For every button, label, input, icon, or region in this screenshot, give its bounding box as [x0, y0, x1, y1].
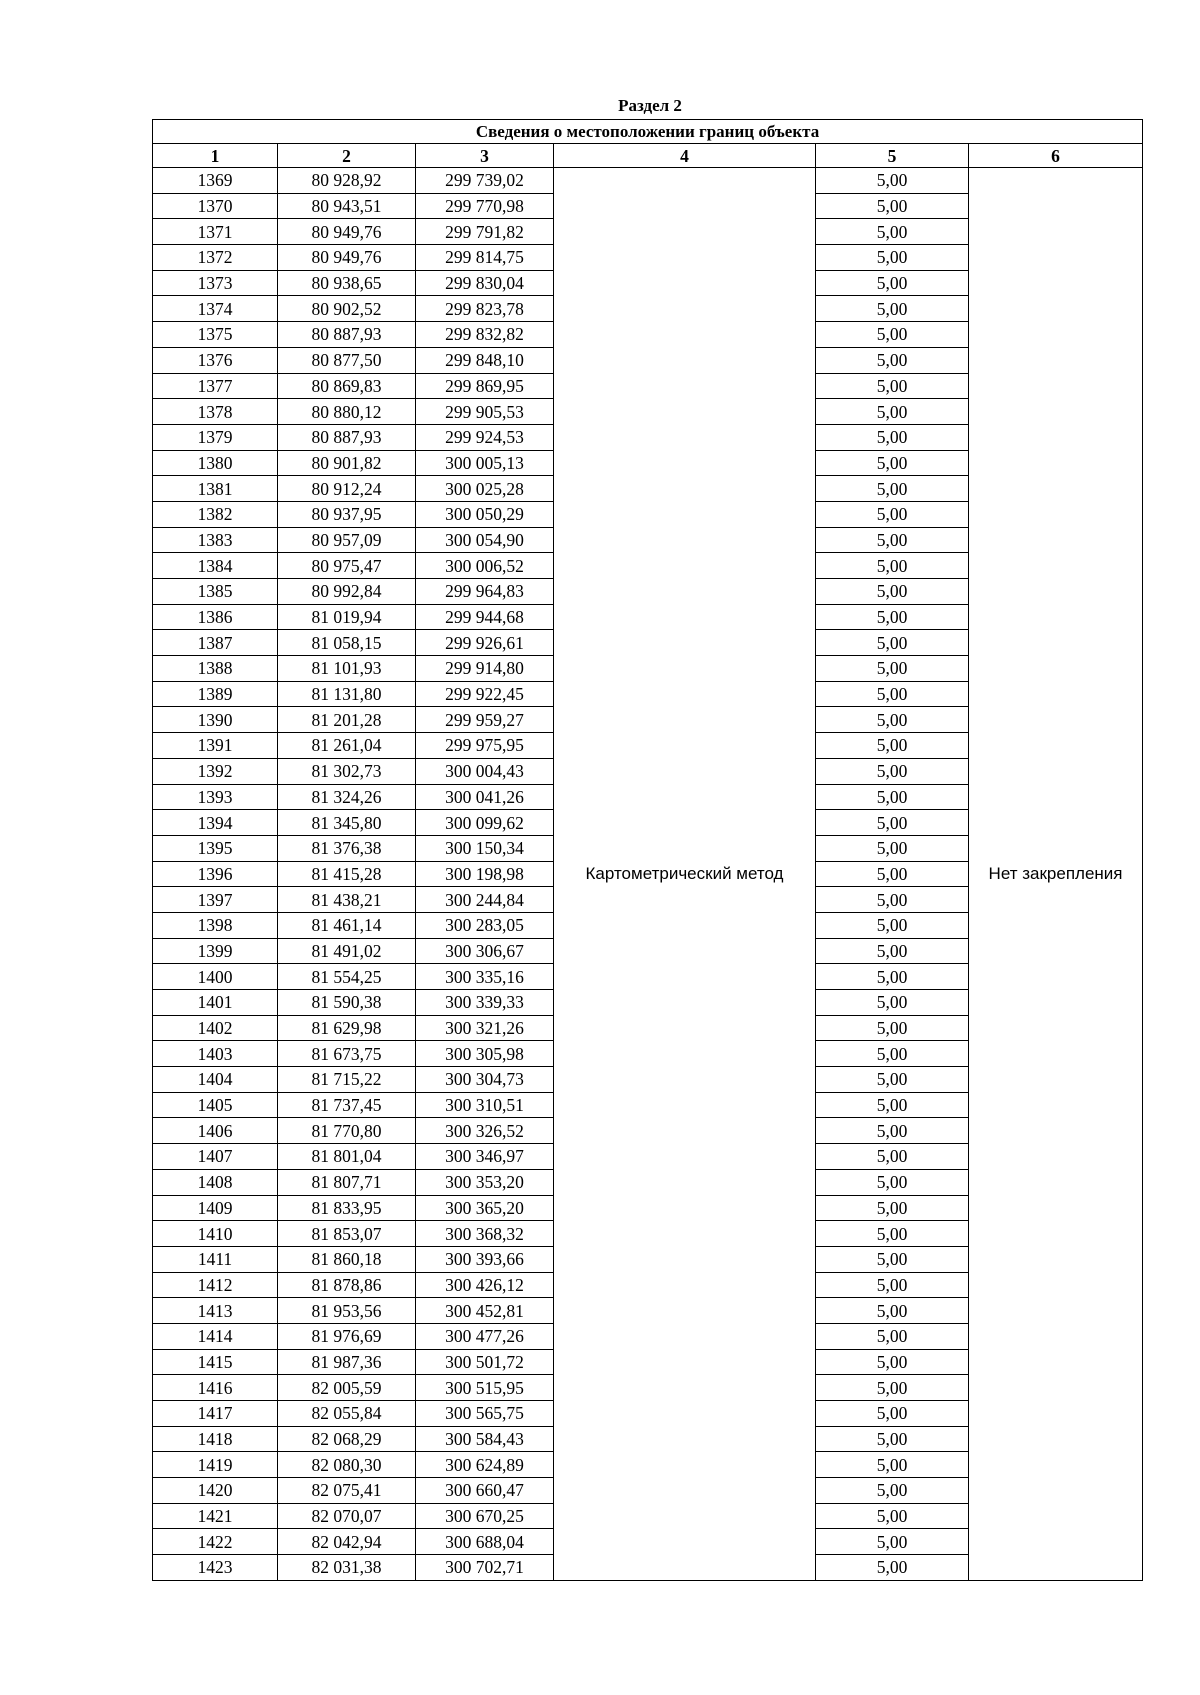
x-coordinate-cell: 80 957,09 — [278, 527, 416, 553]
column-header-row — [153, 144, 1143, 168]
y-coordinate-cell: 300 452,81 — [416, 1298, 554, 1324]
y-coordinate-cell: 299 922,45 — [416, 681, 554, 707]
x-coordinate-cell: 82 080,30 — [278, 1452, 416, 1478]
x-coordinate-cell: 82 005,59 — [278, 1375, 416, 1401]
y-coordinate-cell: 300 321,26 — [416, 1015, 554, 1041]
point-number-cell: 1402 — [153, 1015, 278, 1041]
x-coordinate-cell: 81 976,69 — [278, 1323, 416, 1349]
y-coordinate-cell: 300 025,28 — [416, 476, 554, 502]
accuracy-cell: 5,00 — [816, 1144, 969, 1170]
accuracy-cell: 5,00 — [816, 399, 969, 425]
y-coordinate-cell: 300 150,34 — [416, 835, 554, 861]
x-coordinate-cell: 80 975,47 — [278, 553, 416, 579]
point-number-cell: 1375 — [153, 322, 278, 348]
point-number-cell: 1384 — [153, 553, 278, 579]
y-coordinate-cell: 300 244,84 — [416, 887, 554, 913]
point-number-cell: 1370 — [153, 193, 278, 219]
point-number-cell: 1401 — [153, 990, 278, 1016]
point-number-cell: 1381 — [153, 476, 278, 502]
accuracy-cell: 5,00 — [816, 1015, 969, 1041]
y-coordinate-cell: 300 339,33 — [416, 990, 554, 1016]
x-coordinate-cell: 81 131,80 — [278, 681, 416, 707]
point-number-cell: 1416 — [153, 1375, 278, 1401]
column-header-1: 1 — [153, 144, 278, 168]
point-number-cell: 1372 — [153, 245, 278, 271]
accuracy-cell: 5,00 — [816, 707, 969, 733]
point-number-cell: 1378 — [153, 399, 278, 425]
point-number-cell: 1406 — [153, 1118, 278, 1144]
accuracy-cell: 5,00 — [816, 1478, 969, 1504]
point-number-cell: 1397 — [153, 887, 278, 913]
x-coordinate-cell: 80 992,84 — [278, 579, 416, 605]
y-coordinate-cell: 299 823,78 — [416, 296, 554, 322]
point-number-cell: 1407 — [153, 1144, 278, 1170]
point-number-cell: 1388 — [153, 656, 278, 682]
x-coordinate-cell: 81 201,28 — [278, 707, 416, 733]
x-coordinate-cell: 82 068,29 — [278, 1426, 416, 1452]
y-coordinate-cell: 299 964,83 — [416, 579, 554, 605]
y-coordinate-cell: 300 305,98 — [416, 1041, 554, 1067]
x-coordinate-cell: 81 261,04 — [278, 733, 416, 759]
point-number-cell: 1391 — [153, 733, 278, 759]
y-coordinate-cell: 300 688,04 — [416, 1529, 554, 1555]
x-coordinate-cell: 81 878,86 — [278, 1272, 416, 1298]
y-coordinate-cell: 300 283,05 — [416, 912, 554, 938]
accuracy-cell: 5,00 — [816, 887, 969, 913]
point-number-cell: 1379 — [153, 424, 278, 450]
y-coordinate-cell: 300 054,90 — [416, 527, 554, 553]
y-coordinate-cell: 299 926,61 — [416, 630, 554, 656]
point-number-cell: 1396 — [153, 861, 278, 887]
point-number-cell: 1418 — [153, 1426, 278, 1452]
accuracy-cell: 5,00 — [816, 1323, 969, 1349]
boundary-table — [152, 119, 1143, 1581]
x-coordinate-cell: 81 590,38 — [278, 990, 416, 1016]
table-body — [153, 168, 1143, 1581]
x-coordinate-cell: 80 912,24 — [278, 476, 416, 502]
accuracy-cell: 5,00 — [816, 527, 969, 553]
accuracy-cell: 5,00 — [816, 835, 969, 861]
x-coordinate-cell: 80 949,76 — [278, 245, 416, 271]
x-coordinate-cell: 82 075,41 — [278, 1478, 416, 1504]
accuracy-cell: 5,00 — [816, 1529, 969, 1555]
accuracy-cell: 5,00 — [816, 1067, 969, 1093]
accuracy-cell: 5,00 — [816, 193, 969, 219]
point-number-cell: 1385 — [153, 579, 278, 605]
accuracy-cell: 5,00 — [816, 1349, 969, 1375]
y-coordinate-cell: 300 006,52 — [416, 553, 554, 579]
x-coordinate-cell: 82 055,84 — [278, 1401, 416, 1427]
y-coordinate-cell: 299 791,82 — [416, 219, 554, 245]
x-coordinate-cell: 81 715,22 — [278, 1067, 416, 1093]
accuracy-cell: 5,00 — [816, 1118, 969, 1144]
point-number-cell: 1393 — [153, 784, 278, 810]
point-number-cell: 1411 — [153, 1246, 278, 1272]
x-coordinate-cell: 81 860,18 — [278, 1246, 416, 1272]
table-row — [153, 168, 1143, 194]
y-coordinate-cell: 299 830,04 — [416, 270, 554, 296]
y-coordinate-cell: 300 004,43 — [416, 758, 554, 784]
y-coordinate-cell: 300 310,51 — [416, 1092, 554, 1118]
y-coordinate-cell: 299 848,10 — [416, 347, 554, 373]
y-coordinate-cell: 300 335,16 — [416, 964, 554, 990]
accuracy-cell: 5,00 — [816, 168, 969, 194]
point-number-cell: 1386 — [153, 604, 278, 630]
point-number-cell: 1413 — [153, 1298, 278, 1324]
y-coordinate-cell: 299 924,53 — [416, 424, 554, 450]
y-coordinate-cell: 300 304,73 — [416, 1067, 554, 1093]
y-coordinate-cell: 299 869,95 — [416, 373, 554, 399]
x-coordinate-cell: 80 887,93 — [278, 322, 416, 348]
point-number-cell: 1414 — [153, 1323, 278, 1349]
accuracy-cell: 5,00 — [816, 1221, 969, 1247]
y-coordinate-cell: 299 905,53 — [416, 399, 554, 425]
accuracy-cell: 5,00 — [816, 656, 969, 682]
fixation-cell: Нет закрепления — [969, 168, 1143, 1581]
accuracy-cell: 5,00 — [816, 758, 969, 784]
x-coordinate-cell: 81 438,21 — [278, 887, 416, 913]
x-coordinate-cell: 80 869,83 — [278, 373, 416, 399]
accuracy-cell: 5,00 — [816, 990, 969, 1016]
y-coordinate-cell: 300 660,47 — [416, 1478, 554, 1504]
accuracy-cell: 5,00 — [816, 604, 969, 630]
point-number-cell: 1400 — [153, 964, 278, 990]
y-coordinate-cell: 300 353,20 — [416, 1169, 554, 1195]
x-coordinate-cell: 80 902,52 — [278, 296, 416, 322]
point-number-cell: 1380 — [153, 450, 278, 476]
y-coordinate-cell: 300 584,43 — [416, 1426, 554, 1452]
y-coordinate-cell: 299 959,27 — [416, 707, 554, 733]
y-coordinate-cell: 300 624,89 — [416, 1452, 554, 1478]
point-number-cell: 1404 — [153, 1067, 278, 1093]
x-coordinate-cell: 81 953,56 — [278, 1298, 416, 1324]
accuracy-cell: 5,00 — [816, 373, 969, 399]
accuracy-cell: 5,00 — [816, 630, 969, 656]
x-coordinate-cell: 81 302,73 — [278, 758, 416, 784]
section-title: Раздел 2 — [618, 96, 682, 115]
column-header-5: 5 — [816, 144, 969, 168]
point-number-cell: 1369 — [153, 168, 278, 194]
accuracy-cell: 5,00 — [816, 1426, 969, 1452]
y-coordinate-cell: 299 832,82 — [416, 322, 554, 348]
x-coordinate-cell: 80 938,65 — [278, 270, 416, 296]
point-number-cell: 1408 — [153, 1169, 278, 1195]
y-coordinate-cell: 300 670,25 — [416, 1503, 554, 1529]
point-number-cell: 1395 — [153, 835, 278, 861]
point-number-cell: 1421 — [153, 1503, 278, 1529]
x-coordinate-cell: 80 887,93 — [278, 424, 416, 450]
y-coordinate-cell: 300 702,71 — [416, 1555, 554, 1581]
accuracy-cell: 5,00 — [816, 219, 969, 245]
point-number-cell: 1409 — [153, 1195, 278, 1221]
point-number-cell: 1415 — [153, 1349, 278, 1375]
accuracy-cell: 5,00 — [816, 1375, 969, 1401]
accuracy-cell: 5,00 — [816, 245, 969, 271]
x-coordinate-cell: 80 949,76 — [278, 219, 416, 245]
accuracy-cell: 5,00 — [816, 553, 969, 579]
accuracy-cell: 5,00 — [816, 681, 969, 707]
accuracy-cell: 5,00 — [816, 938, 969, 964]
column-header-6: 6 — [969, 144, 1143, 168]
point-number-cell: 1420 — [153, 1478, 278, 1504]
accuracy-cell: 5,00 — [816, 450, 969, 476]
accuracy-cell: 5,00 — [816, 1401, 969, 1427]
y-coordinate-cell: 299 914,80 — [416, 656, 554, 682]
x-coordinate-cell: 81 345,80 — [278, 810, 416, 836]
point-number-cell: 1423 — [153, 1555, 278, 1581]
accuracy-cell: 5,00 — [816, 1452, 969, 1478]
point-number-cell: 1405 — [153, 1092, 278, 1118]
x-coordinate-cell: 81 415,28 — [278, 861, 416, 887]
y-coordinate-cell: 300 365,20 — [416, 1195, 554, 1221]
point-number-cell: 1373 — [153, 270, 278, 296]
y-coordinate-cell: 300 368,32 — [416, 1221, 554, 1247]
x-coordinate-cell: 81 376,38 — [278, 835, 416, 861]
y-coordinate-cell: 300 565,75 — [416, 1401, 554, 1427]
y-coordinate-cell: 300 099,62 — [416, 810, 554, 836]
accuracy-cell: 5,00 — [816, 424, 969, 450]
point-number-cell: 1398 — [153, 912, 278, 938]
accuracy-cell: 5,00 — [816, 1092, 969, 1118]
column-header-2: 2 — [278, 144, 416, 168]
accuracy-cell: 5,00 — [816, 1195, 969, 1221]
accuracy-cell: 5,00 — [816, 733, 969, 759]
x-coordinate-cell: 81 461,14 — [278, 912, 416, 938]
accuracy-cell: 5,00 — [816, 322, 969, 348]
y-coordinate-cell: 299 814,75 — [416, 245, 554, 271]
point-number-cell: 1374 — [153, 296, 278, 322]
y-coordinate-cell: 299 770,98 — [416, 193, 554, 219]
y-coordinate-cell: 299 944,68 — [416, 604, 554, 630]
point-number-cell: 1422 — [153, 1529, 278, 1555]
x-coordinate-cell: 82 031,38 — [278, 1555, 416, 1581]
point-number-cell: 1392 — [153, 758, 278, 784]
point-number-cell: 1383 — [153, 527, 278, 553]
point-number-cell: 1412 — [153, 1272, 278, 1298]
y-coordinate-cell: 300 306,67 — [416, 938, 554, 964]
accuracy-cell: 5,00 — [816, 861, 969, 887]
y-coordinate-cell: 300 426,12 — [416, 1272, 554, 1298]
y-coordinate-cell: 300 346,97 — [416, 1144, 554, 1170]
accuracy-cell: 5,00 — [816, 1298, 969, 1324]
x-coordinate-cell: 80 877,50 — [278, 347, 416, 373]
accuracy-cell: 5,00 — [816, 296, 969, 322]
accuracy-cell: 5,00 — [816, 912, 969, 938]
x-coordinate-cell: 80 901,82 — [278, 450, 416, 476]
accuracy-cell: 5,00 — [816, 1169, 969, 1195]
point-number-cell: 1390 — [153, 707, 278, 733]
x-coordinate-cell: 81 673,75 — [278, 1041, 416, 1067]
y-coordinate-cell: 300 326,52 — [416, 1118, 554, 1144]
accuracy-cell: 5,00 — [816, 501, 969, 527]
x-coordinate-cell: 81 058,15 — [278, 630, 416, 656]
y-coordinate-cell: 299 739,02 — [416, 168, 554, 194]
accuracy-cell: 5,00 — [816, 579, 969, 605]
x-coordinate-cell: 81 629,98 — [278, 1015, 416, 1041]
x-coordinate-cell: 81 770,80 — [278, 1118, 416, 1144]
point-number-cell: 1376 — [153, 347, 278, 373]
x-coordinate-cell: 81 101,93 — [278, 656, 416, 682]
x-coordinate-cell: 81 019,94 — [278, 604, 416, 630]
x-coordinate-cell: 81 853,07 — [278, 1221, 416, 1247]
x-coordinate-cell: 81 554,25 — [278, 964, 416, 990]
y-coordinate-cell: 299 975,95 — [416, 733, 554, 759]
point-number-cell: 1394 — [153, 810, 278, 836]
x-coordinate-cell: 80 880,12 — [278, 399, 416, 425]
accuracy-cell: 5,00 — [816, 810, 969, 836]
y-coordinate-cell: 300 477,26 — [416, 1323, 554, 1349]
x-coordinate-cell: 81 491,02 — [278, 938, 416, 964]
y-coordinate-cell: 300 005,13 — [416, 450, 554, 476]
point-number-cell: 1377 — [153, 373, 278, 399]
x-coordinate-cell: 81 801,04 — [278, 1144, 416, 1170]
accuracy-cell: 5,00 — [816, 270, 969, 296]
point-number-cell: 1389 — [153, 681, 278, 707]
accuracy-cell: 5,00 — [816, 1041, 969, 1067]
y-coordinate-cell: 300 515,95 — [416, 1375, 554, 1401]
x-coordinate-cell: 82 042,94 — [278, 1529, 416, 1555]
point-number-cell: 1417 — [153, 1401, 278, 1427]
table-caption: Сведения о местоположении границ объекта — [153, 120, 1143, 144]
point-number-cell: 1371 — [153, 219, 278, 245]
accuracy-cell: 5,00 — [816, 347, 969, 373]
point-number-cell: 1419 — [153, 1452, 278, 1478]
y-coordinate-cell: 300 050,29 — [416, 501, 554, 527]
accuracy-cell: 5,00 — [816, 964, 969, 990]
x-coordinate-cell: 80 937,95 — [278, 501, 416, 527]
accuracy-cell: 5,00 — [816, 1503, 969, 1529]
point-number-cell: 1403 — [153, 1041, 278, 1067]
point-number-cell: 1399 — [153, 938, 278, 964]
x-coordinate-cell: 80 943,51 — [278, 193, 416, 219]
y-coordinate-cell: 300 393,66 — [416, 1246, 554, 1272]
y-coordinate-cell: 300 501,72 — [416, 1349, 554, 1375]
column-header-4: 4 — [554, 144, 816, 168]
x-coordinate-cell: 81 807,71 — [278, 1169, 416, 1195]
x-coordinate-cell: 81 324,26 — [278, 784, 416, 810]
point-number-cell: 1382 — [153, 501, 278, 527]
point-number-cell: 1410 — [153, 1221, 278, 1247]
y-coordinate-cell: 300 041,26 — [416, 784, 554, 810]
accuracy-cell: 5,00 — [816, 1555, 969, 1581]
accuracy-cell: 5,00 — [816, 1272, 969, 1298]
point-number-cell: 1387 — [153, 630, 278, 656]
column-header-3: 3 — [416, 144, 554, 168]
x-coordinate-cell: 80 928,92 — [278, 168, 416, 194]
accuracy-cell: 5,00 — [816, 1246, 969, 1272]
accuracy-cell: 5,00 — [816, 476, 969, 502]
accuracy-cell: 5,00 — [816, 784, 969, 810]
y-coordinate-cell: 300 198,98 — [416, 861, 554, 887]
x-coordinate-cell: 81 833,95 — [278, 1195, 416, 1221]
method-cell: Картометрический метод — [554, 168, 816, 1581]
x-coordinate-cell: 81 987,36 — [278, 1349, 416, 1375]
x-coordinate-cell: 82 070,07 — [278, 1503, 416, 1529]
x-coordinate-cell: 81 737,45 — [278, 1092, 416, 1118]
